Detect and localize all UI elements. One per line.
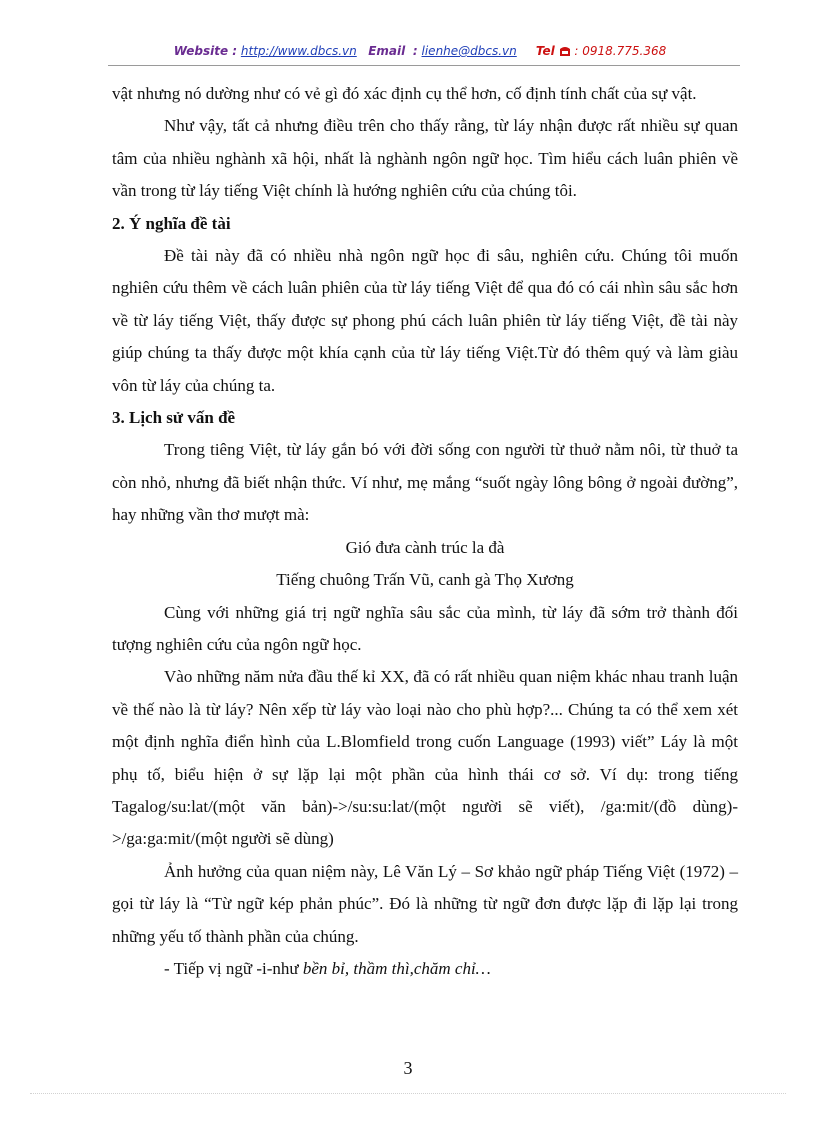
verse-line-1: Gió đưa cành trúc la đà (345, 537, 505, 557)
paragraph-7: Ảnh hưởng của quan niệm này, Lê Văn Lý – Sơ khảo ngữ pháp Tiếng Việt (1972) – gọi từ láy là “Từ ngữ kép phản phúc”. Đó là những từ ngữ đơn được lặp đi lặp lại trong những yếu tố thành phần của chúng. (112, 861, 738, 946)
email-label: Email (368, 44, 406, 58)
page-header (100, 44, 740, 66)
suffix-examples: bền bỉ, thầm thì,chăm chỉ… (298, 958, 491, 978)
verse-line-2: Tiếng chuông Trấn Vũ, canh gà Thọ Xương (276, 570, 574, 590)
email-link[interactable]: lienhe@dbcs.vn (421, 44, 517, 58)
paragraph-6: Vào những năm nửa đầu thế kỉ XX, đã có rất nhiều quan niệm khác nhau tranh luận về thế nào là từ láy? Nên xếp từ láy vào loại nào cho phù hợp?... Chúng ta có thể xem xét một định nghĩa điển hình của L.Blomfield trong cuốn Language (1993) viết” Láy là một phụ tố, biểu hiện ở sự lặp lại một phần của hình thái cơ sở. Ví dụ: trong tiếng Tagalog/su:lat/(một văn bản)->/su:su:lat/(một người sẽ viết), /ga:mit/(đồ dùng)->/ga:ga:mit/(một người sẽ dùng) (112, 667, 738, 849)
paragraph-3: Đề tài này đã có nhiều nhà ngôn ngữ học đi sâu, nghiên cứu. Chúng tôi muốn nghiên cứu thêm về cách luân phiên của từ láy tiếng Việt để qua đó có cái nhìn sâu sắc hơn về từ láy tiếng Việt, thấy được sự phong phú cách luân phiên từ láy tiếng Việt, đề tài này giúp chúng ta thấy được một khía cạnh của từ láy tiếng Việt.Từ đó thêm quý và làm giàu vôn từ láy của chúng ta. (112, 246, 738, 395)
tel-number: : 0918.775.368 (574, 44, 667, 58)
paragraph-1: vật nhưng nó dường như có vẻ gì đó xác định cụ thể hơn, cố định tính chất của sự vật. (112, 84, 697, 103)
website-label: Website : (173, 44, 238, 58)
suffix-label: - Tiếp vị ngữ -i-như (164, 958, 299, 978)
paragraph-2: Như vậy, tất cả nhưng điều trên cho thấy rằng, từ láy nhận được rất nhiều sự quan tâm của nhiều nghành xã hội, nhất là nghành ngôn ngữ học. Tìm hiểu cách luân phiên về vần trong từ láy tiếng Việt chính là hướng nghiên cứu của chúng tôi. (112, 116, 738, 201)
paragraph-5: Cùng với những giá trị ngữ nghĩa sâu sắc của mình, từ láy đã sớm trở thành đối tượng nghiên cứu của ngôn ngữ học. (112, 602, 738, 654)
page-number: 3 (403, 1058, 413, 1078)
section-heading-2: 2. Ý nghĩa đề tài (112, 213, 231, 233)
page-bottom-border (30, 1093, 786, 1094)
header-divider (108, 65, 740, 66)
section-heading-3: 3. Lịch sử vấn đề (112, 408, 236, 428)
document-body (112, 78, 738, 985)
phone-icon (559, 45, 571, 60)
paragraph-8 (112, 953, 738, 985)
paragraph-4: Trong tiêng Việt, từ láy gắn bó với đời sống con người từ thuở nằm nôi, từ thuở ta còn nhỏ, nhưng đã biết nhận thức. Ví như, mẹ mắng “suốt ngày lông bông ở ngoài đường”, hay những vần thơ mượt mà: (112, 440, 738, 525)
email-colon: : (412, 44, 418, 58)
tel-label: Tel (535, 44, 555, 58)
website-link[interactable]: http://www.dbcs.vn (240, 44, 357, 58)
